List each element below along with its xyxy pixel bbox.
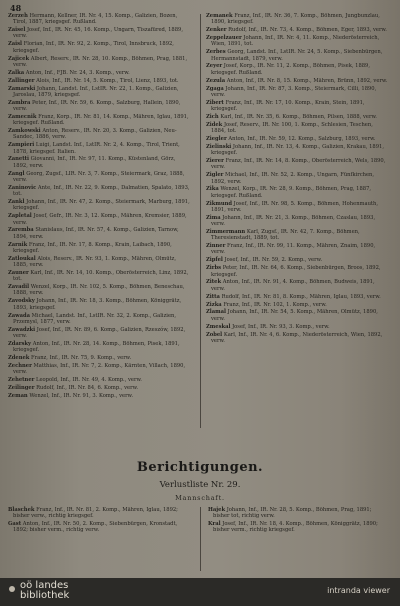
- list-entry: [8, 27, 191, 40]
- entry-text: Wenzel, Korp., IR. Nr. 102, 5. Komp., Böhmen, Beneschau, 1888, verw.: [13, 284, 185, 297]
- entry-text: Peter, Inf., IR. Nr. 59, 6. Komp., Salzburg, Hallein, 1890, verw.: [13, 99, 181, 113]
- entry-text: Josef, Korp., IR. Nr. 11, 2. Komp., Böhmen, Pisek, 1889, kriegsgef. Rußland.: [211, 63, 370, 76]
- entry-name: Zlamal: [206, 309, 226, 316]
- entry-text: Josef, Inf., IR. Nr. 45, 16. Komp., Ungarn, Tiszafüred, 1889, verw.: [13, 27, 183, 40]
- list-entry: [206, 201, 389, 214]
- entry-text: Georg, Landst. Inf., LstIR. Nr. 24, 5. Komp., Siebenbürgen, Hermannstadt, 1879, verw.: [211, 49, 383, 62]
- list-entry: [8, 13, 191, 26]
- entry-text: Leopold, Inf., IR. Nr. 49, 4. Komp., verw.: [36, 377, 142, 384]
- entry-name: Zemanek: [206, 13, 233, 19]
- list-entry: [8, 242, 191, 255]
- list-entry: [206, 324, 389, 330]
- left-column: [8, 13, 191, 401]
- list-entry: [8, 355, 191, 361]
- entry-name: Zipfel: [206, 257, 223, 264]
- entry-name: Zimmermann: [206, 229, 246, 235]
- entry-name: Hajek: [208, 507, 226, 513]
- entry-text: Albert, Reserv., IR. Nr. 28, 10. Komp., Böhmen, Prag, 1881, verw.: [13, 55, 188, 68]
- entry-text: Luigi, Landst. Inf., LstIR. Nr. 2, 4. Komp., Tirol, Trient, 1878, kriegsgef. Italien.: [13, 142, 180, 155]
- entry-text: Franz, Inf., IR. Nr. 75, 9. Komp., verw.: [31, 355, 132, 362]
- list-entry: [206, 302, 389, 308]
- logo-line-1: oö landes: [20, 580, 69, 591]
- list-entry: [206, 172, 389, 185]
- list-entry: [8, 341, 191, 354]
- list-entry: [8, 78, 191, 84]
- section-title: Berichtigungen.: [136, 460, 264, 475]
- entry-text: Josef, Inf., IR. Nr. 59, 2. Komp., verw.: [224, 257, 323, 264]
- section-subtitle: Verlustliste Nr. 29.: [159, 480, 241, 490]
- list-entry: [8, 256, 191, 269]
- entry-text: Franz, Inf., IR. Nr. 14, 8. Komp., Oberösterreich, Wels, 1890, verw.: [211, 158, 386, 171]
- entry-text: Peter, Inf., IR. Nr. 64, 6. Komp., Siebenbürgen, Broos, 1892, kriegsgef.: [211, 265, 381, 278]
- entry-name: Zanetti: [8, 156, 29, 163]
- entry-name: Zdarsky: [8, 340, 32, 347]
- list-entry: [8, 185, 191, 198]
- entry-text: Anton, Reserv., IR. Nr. 20, 3. Komp., Galizien, Neu-Sandec, 1886, verw.: [13, 128, 177, 141]
- entry-name: Zaremba: [8, 227, 34, 234]
- list-entry: [8, 393, 191, 399]
- entry-name: Zenker: [206, 27, 227, 34]
- list-entry: [206, 27, 389, 33]
- entry-name: Zich: [206, 113, 219, 120]
- entry-name: Zeilinger: [8, 385, 35, 392]
- entry-text: Michael, Inf., IR. Nr. 52, 2. Komp., Ungarn, Fünfkirchen, 1892, verw.: [211, 172, 375, 185]
- entry-name: Zawada: [8, 312, 30, 319]
- entry-name: Zangl: [8, 170, 25, 177]
- entry-text: Anton, Inf., IR. Nr. 28, 14. Komp., Böhmen, Pisek, 1891, kriegsgef.: [13, 340, 180, 354]
- entry-name: Zamecnik: [8, 113, 37, 120]
- list-entry: [206, 100, 389, 113]
- entry-text: Georg, Zugsf., LIR. Nr. 3, 7. Komp., Steiermark, Graz, 1888, verw.: [13, 170, 185, 183]
- entry-text: Anton, Inf., FJB. Nr. 24, 3. Komp., verw.: [25, 69, 130, 76]
- list-entry: [8, 70, 191, 76]
- entry-name: Zerbes: [206, 49, 226, 56]
- entry-text: Franz, Korp., IR. Nr. 81, 14. Komp., Mähren, Iglau, 1891, kriegsgef. Rußland.: [13, 113, 189, 127]
- page-number: 48: [10, 3, 22, 13]
- entry-text: Alois, Reserv., IR. Nr. 93, 1. Komp., Mähren, Olmütz, 1885, verw.: [13, 255, 177, 269]
- entry-text: Josef, Reserv., IR. Nr. 100, 1. Komp., Schlesien, Teschen, 1884, tot.: [211, 121, 373, 135]
- entry-text: Franz, Inf., IR. Nr. 99, 11. Komp., Mähren, Znaim, 1890, verw.: [211, 243, 376, 256]
- entry-name: Zaisel: [8, 27, 26, 34]
- entry-name: Zauner: [8, 269, 29, 276]
- corrections-left-column: [8, 507, 188, 535]
- entry-name: Zinner: [206, 243, 226, 250]
- list-entry: [8, 270, 191, 283]
- entry-name: Zapletal: [8, 213, 32, 220]
- entry-name: Zavodsky: [8, 298, 35, 305]
- list-entry: [8, 521, 188, 534]
- list-entry: [208, 507, 388, 520]
- corrections-right-column: [208, 507, 388, 535]
- entry-text: Rudolf, Inf., IR. Nr. 73, 4. Komp., Böhmen, Eger, 1893, verw.: [228, 27, 387, 34]
- entry-text: Karl, Inf., IR. Nr. 14, 10. Komp., Oberösterreich, Linz, 1892, tot.: [13, 269, 189, 283]
- list-entry: [206, 136, 389, 142]
- list-entry: [8, 100, 191, 113]
- entry-text: Rudolf, Inf., IR. Nr. 84, 6. Komp., verw.: [36, 385, 139, 392]
- entry-text: Johann, Inf., IR. Nr. 54, 5. Komp., Mähren, Olmütz, 1890, verw.: [211, 309, 378, 322]
- section-category: Mannschaft.: [175, 494, 225, 502]
- entry-name: Zdenek: [8, 355, 30, 362]
- list-entry: [8, 86, 191, 99]
- list-entry: [206, 63, 389, 76]
- entry-name: Zika: [206, 186, 219, 193]
- entry-text: Johann, Inf., IR. Nr. 4, 11. Komp., Niederösterreich, Wien, 1891, tot.: [211, 35, 380, 48]
- list-entry: [8, 363, 191, 376]
- entry-name: Zatloukal: [8, 255, 36, 262]
- corrections-divider: [200, 507, 201, 571]
- entry-text: Giovanni, Inf., IR. Nr. 97, 11. Komp., Küstenland, Görz, 1892, verw.: [13, 156, 176, 169]
- entry-text: Anton, Inf., IR. Nr. 50, 2. Komp., Siebenbürgen, Kronstadt, 1892; bisher verm., richtig verw.: [13, 521, 178, 534]
- entry-name: Zikmund: [206, 200, 233, 207]
- entry-name: Kral: [208, 521, 221, 528]
- entry-name: Zmeskal: [206, 323, 231, 330]
- entry-name: Blaschek: [8, 507, 35, 513]
- entry-text: Matthias, Inf., IR. Nr. 7, 2. Komp., Kärnten, Villach, 1890, verw.: [13, 362, 186, 376]
- library-logo-icon: [9, 586, 15, 592]
- entry-text: Anton, Inf., IR. Nr. 59, 12. Komp., Salzburg, 1893, verw.: [228, 135, 376, 142]
- entry-name: Zechner: [8, 362, 32, 369]
- list-entry: [8, 142, 191, 155]
- list-entry: [8, 327, 191, 340]
- entry-name: Zirbs: [206, 265, 222, 272]
- entry-text: Florian, Inf., IR. Nr. 92, 2. Komp., Tirol, Innsbruck, 1892, kriegsgef.: [13, 41, 174, 54]
- entry-name: Zerzeh: [8, 13, 28, 19]
- entry-text: Karl, Inf., IR. Nr. 35, 6. Komp., Böhmen, Pilsen, 1888, verw.: [220, 113, 377, 120]
- entry-name: Zajicek: [8, 55, 30, 62]
- entry-name: Zitek: [206, 279, 222, 286]
- entry-name: Zezula: [206, 77, 226, 84]
- entry-text: Alois, Inf., IR. Nr. 14, 5. Komp., Tirol, Lienz, 1893, tot.: [36, 77, 179, 84]
- list-entry: [8, 199, 191, 212]
- list-entry: [206, 35, 389, 48]
- entry-text: Wenzel, Inf., IR. Nr. 91, 3. Komp., verw.: [29, 392, 134, 399]
- list-entry: [206, 158, 389, 171]
- right-column: [206, 13, 389, 346]
- list-entry: [8, 284, 191, 297]
- entry-name: Zgaga: [206, 85, 224, 92]
- entry-name: Gast: [8, 521, 22, 528]
- library-logo[interactable]: [20, 581, 69, 601]
- entry-name: Zielinski: [206, 143, 232, 150]
- entry-name: Zobel: [206, 331, 223, 338]
- entry-text: Hermann, Kellner, IR. Nr. 4, 15. Komp., Galizien, Bozen, Tirol, 1887, kriegsgef. Rußland.: [13, 13, 178, 26]
- list-entry: [208, 521, 388, 534]
- entry-text: Stanislaus, Inf., IR. Nr. 57, 4. Komp., Galizien, Tarnow, 1894, verw.: [13, 227, 179, 240]
- entry-text: Karl, Inf., IR. Nr. 4, 6. Komp., Niederösterreich, Wien, 1892, verw.: [211, 331, 383, 344]
- list-entry: [8, 385, 191, 391]
- entry-name: Zankl: [8, 199, 25, 206]
- list-entry: [206, 265, 389, 278]
- column-divider: [200, 14, 201, 428]
- entry-text: Johann, Landst. Inf., LstIR. Nr. 22, 1. Komp., Galizien, Jaroslau, 1879, kriegsgef.: [13, 85, 179, 98]
- list-entry: [206, 294, 389, 300]
- entry-text: Ante, Inf., IR. Nr. 22, 9. Komp., Dalmatien, Spalato, 1893, tot.: [13, 184, 190, 198]
- list-entry: [206, 186, 389, 199]
- list-entry: [8, 227, 191, 240]
- entry-name: Zaisl: [8, 41, 23, 48]
- entry-name: Zizka: [206, 301, 222, 308]
- list-entry: [206, 122, 389, 135]
- list-entry: [206, 86, 389, 99]
- entry-text: Johann, Inf., IR. Nr. 87, 3. Komp., Steiermark, Cilli, 1890, verw.: [211, 85, 377, 98]
- list-entry: [206, 78, 389, 84]
- entry-name: Zallinger: [8, 77, 35, 84]
- entry-name: Zarnik: [8, 241, 28, 248]
- entry-name: Zalka: [8, 69, 25, 76]
- list-entry: [206, 309, 389, 322]
- entry-text: Franz, Inf., IR. Nr. 81, 2. Komp., Mähren, Iglau, 1892; bisher verw., richtig kriegsgef.: [13, 507, 178, 520]
- list-entry: [8, 41, 191, 54]
- entry-name: Zawadzki: [8, 326, 36, 333]
- list-entry: [206, 13, 389, 26]
- entry-name: Ziegler: [206, 135, 227, 142]
- entry-name: Zitta: [206, 293, 220, 300]
- entry-text: Karl, Zugsf., IR. Nr. 42, 7. Komp., Böhmen, Theresienstadt, 1889, tot.: [211, 229, 360, 242]
- list-entry: [8, 507, 188, 520]
- list-entry: [206, 279, 389, 292]
- list-entry: [206, 215, 389, 228]
- list-entry: [206, 243, 389, 256]
- entry-text: Anton, Inf., IR. Nr. 8, 15. Komp., Mähren, Brünn, 1892, verw.: [226, 77, 388, 84]
- entry-text: Rudolf, Inf., IR. Nr. 81, 8. Komp., Mähren, Iglau, 1893, verw.: [221, 293, 381, 300]
- entry-name: Zambra: [8, 99, 31, 106]
- list-entry: [206, 257, 389, 263]
- entry-name: Zeppelzauer: [206, 35, 242, 42]
- entry-name: Zaninovic: [8, 184, 37, 191]
- list-entry: [8, 377, 191, 383]
- logo-line-2: bibliothek: [20, 590, 70, 601]
- viewer-label: intranda viewer: [327, 586, 390, 595]
- entry-name: Zierer: [206, 158, 224, 165]
- entry-text: Josef, Inf., IR. Nr. 18, 4. Komp., Böhmen, Königgrätz, 1890; bisher verm., richtig kriegsgef.: [213, 521, 378, 534]
- entry-text: Johann, Inf., IR. Nr. 18, 3. Komp., Böhmen, Königgrätz, 1893, kriegsgef.: [13, 298, 182, 311]
- viewer-footer: [0, 578, 400, 606]
- list-entry: [8, 114, 191, 127]
- entry-name: Zavadil: [8, 284, 30, 291]
- entry-text: Franz, Inf., IR. Nr. 102, 1. Komp., verw.: [223, 301, 327, 308]
- entry-name: Zibert: [206, 99, 224, 106]
- list-entry: [8, 213, 191, 226]
- entry-text: Franz, Inf., IR. Nr. 17, 10. Komp., Krain, Stein, 1891, kriegsgef.: [211, 99, 365, 113]
- entry-text: Johann, Inf., IR. Nr. 47, 2. Komp., Steiermark, Marburg, 1891, kriegsgef.: [13, 199, 190, 212]
- entry-name: Zampieri: [8, 142, 35, 149]
- list-entry: [206, 332, 389, 345]
- list-entry: [206, 229, 389, 242]
- entry-text: Michael, Landst. Inf., LstIR. Nr. 32, 2. Komp., Galizien, Przemysl, 1877, verw.: [13, 312, 177, 325]
- entry-text: Johann, Inf., IR. Nr. 28, 5. Komp., Böhmen, Prag, 1891; bisher tot, richtig verw.: [213, 507, 372, 520]
- entry-text: Anton, Inf., IR. Nr. 91, 4. Komp., Böhmen, Budweis, 1891, verw.: [211, 279, 375, 292]
- entry-name: Zigler: [206, 172, 224, 179]
- entry-text: Josef, Inf., IR. Nr. 93, 3. Komp., verw.: [232, 323, 330, 330]
- list-entry: [8, 128, 191, 141]
- entry-name: Zamarski: [8, 85, 36, 92]
- entry-name: Zima: [206, 214, 221, 221]
- entry-text: Josef, Inf., IR. Nr. 89, 6. Komp., Galizien, Rzeszów, 1892, verw.: [13, 326, 186, 340]
- entry-name: Zeyer: [206, 63, 223, 70]
- entry-text: Johann, Inf., IR. Nr. 21, 3. Komp., Böhmen, Czaslau, 1893, verw.: [211, 214, 376, 228]
- entry-name: Zamkowski: [8, 128, 41, 135]
- entry-text: Franz, Inf., IR. Nr. 36, 7. Komp., Böhmen, Jungbunzlau, 1890, kriegsgef.: [211, 13, 380, 26]
- entry-name: Zidek: [206, 121, 223, 128]
- entry-name: Zeman: [8, 392, 28, 399]
- list-entry: [206, 49, 389, 62]
- list-entry: [8, 156, 191, 169]
- list-entry: [8, 298, 191, 311]
- list-entry: [8, 171, 191, 184]
- entry-text: Johann, Inf., IR. Nr. 13, 4. Komp., Galizien, Krakau, 1891, kriegsgef.: [211, 143, 384, 157]
- entry-text: Josef, Inf., IR. Nr. 98, 5. Komp., Böhmen, Hohenmauth, 1891, verw.: [211, 200, 378, 213]
- list-entry: [8, 313, 191, 326]
- list-entry: [206, 114, 389, 120]
- list-entry: [8, 56, 191, 69]
- entry-text: Wenzel, Korp., IR. Nr. 28, 9. Komp., Böhmen, Prag, 1887, kriegsgef. Rußland.: [211, 186, 372, 199]
- list-entry: [206, 144, 389, 157]
- entry-name: Zehetner: [8, 377, 35, 384]
- entry-text: Franz, Inf., IR. Nr. 17, 8. Komp., Krain, Laibach, 1890, kriegsgef.: [13, 241, 172, 254]
- entry-text: Josef, Gefr., IR. Nr. 3, 12. Komp., Mähren, Kremsier, 1889, verw.: [13, 213, 187, 226]
